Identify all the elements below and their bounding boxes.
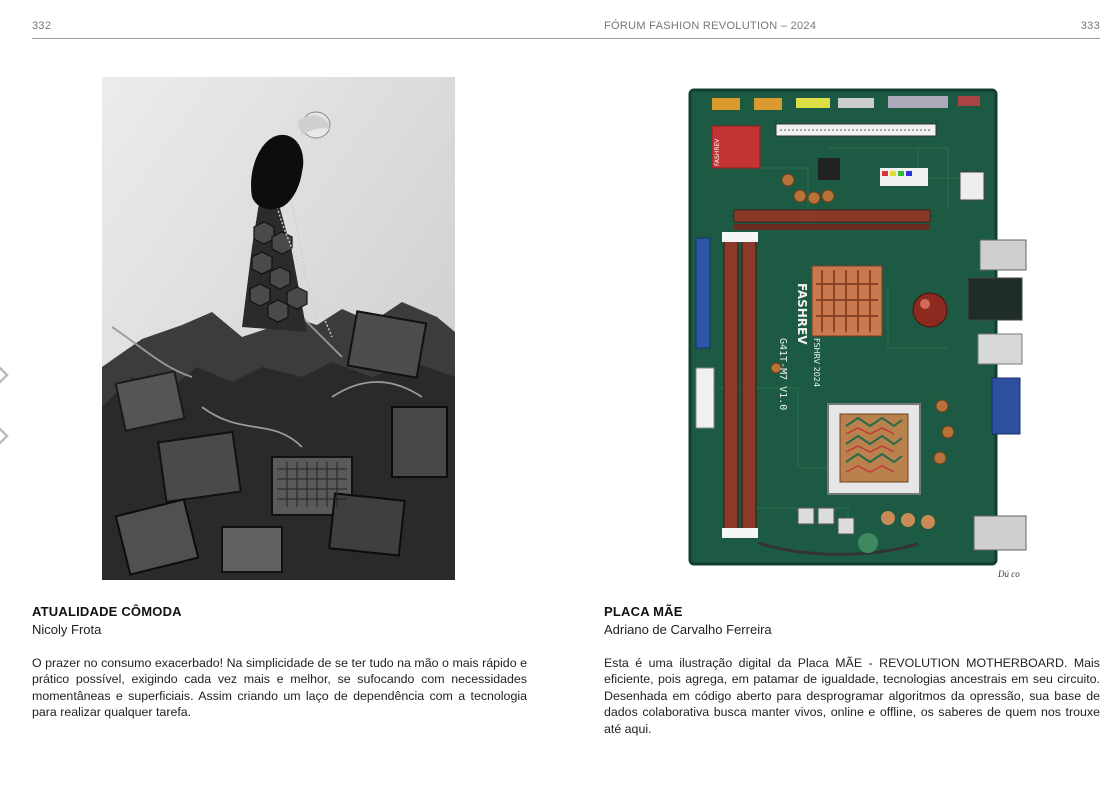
chip-label-top: FASHREV <box>714 138 721 166</box>
board-model: FSHRV 2024 <box>812 338 821 388</box>
right-artwork-author: Adriano de Carvalho Ferreira <box>604 622 772 637</box>
left-page-number: 332 <box>32 20 52 32</box>
left-artwork-title: ATUALIDADE CÔMODA <box>32 604 182 619</box>
right-artwork-title: PLACA MÃE <box>604 604 683 619</box>
artist-signature: Dú co <box>998 569 1020 579</box>
motherboard-illustration-icon <box>688 88 1030 568</box>
header-rule <box>32 38 1100 39</box>
left-artwork-description: O prazer no consumo exacerbado! Na simplicidade de se ter tudo na mão o mais rápido e prático possível, exigindo cada vez mais e melhor, se sufocando com necessidades momentâneas e superficiais. Assim criando um laço de dependência com a tecnologia para realizar qualquer tarefa. <box>32 656 527 720</box>
artwork-atualidade-comoda <box>102 77 455 580</box>
left-artwork-author: Nicoly Frota <box>32 622 102 637</box>
board-model-code: G41T-M7 V1.0 <box>777 338 788 411</box>
chevron-right-icon[interactable] <box>0 425 14 447</box>
drawing-figure-on-tower-of-electronics-icon <box>102 77 455 580</box>
artwork-placa-mae <box>688 88 1030 568</box>
right-artwork-description: Esta é uma ilustração digital da Placa MÃE - REVOLUTION MOTHERBOARD. Mais eficiente, pois agrega, em patamar de igualdade, tecnologias ancestrais em seu circuito. Desenhada em código aberto para desprogramar algoritmos da opressão, sua base de dados colaborativa busca manter vivos, online e offline, os saberes de quem nos trouxe até aqui. <box>604 656 1100 736</box>
chevron-right-icon[interactable] <box>0 364 14 386</box>
running-header-title: FÓRUM FASHION REVOLUTION – 2024 <box>604 20 817 32</box>
board-brand: FASHREV <box>795 283 809 345</box>
right-page-number: 333 <box>1080 20 1100 32</box>
